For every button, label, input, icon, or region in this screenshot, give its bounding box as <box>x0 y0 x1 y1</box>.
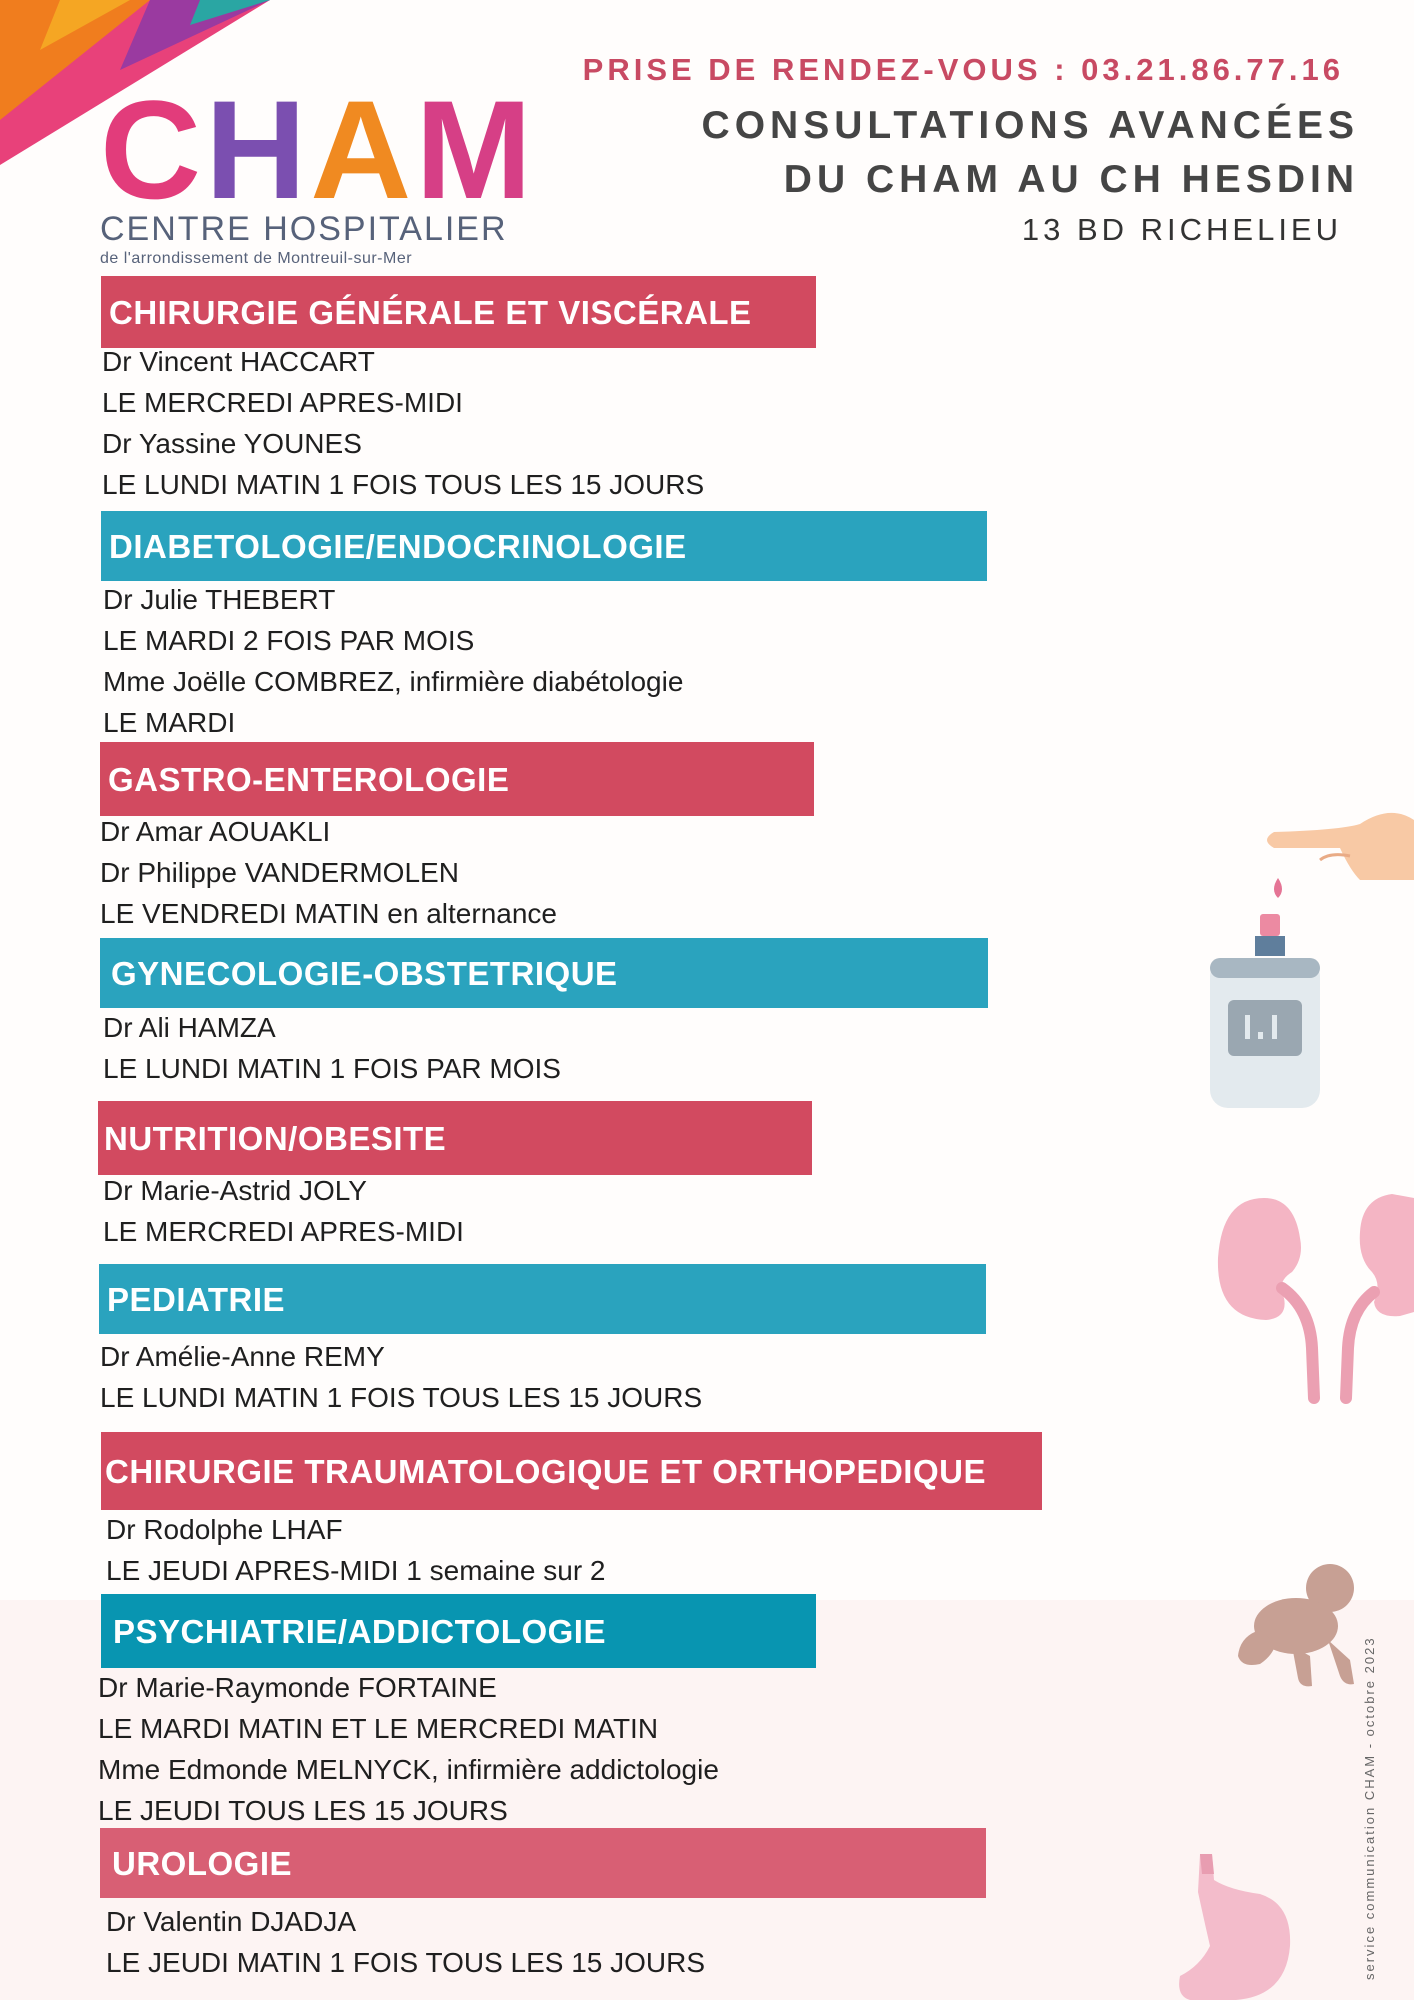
appointment-phone: PRISE DE RENDEZ-VOUS : 03.21.86.77.16 <box>582 52 1344 87</box>
section-line: Dr Amar AOUAKLI <box>100 816 331 847</box>
logo-letter-c: C <box>100 71 206 228</box>
logo-letter-h: H <box>205 71 311 228</box>
section-line: LE LUNDI MATIN 1 FOIS PAR MOIS <box>103 1053 561 1084</box>
logo-letter-m: M <box>415 71 536 228</box>
stomach-icon <box>1170 1850 1294 2000</box>
section-header-chirurgie-generale: CHIRURGIE GÉNÉRALE ET VISCÉRALE <box>101 276 816 348</box>
baby-crawling-icon <box>1236 1560 1356 1700</box>
section-line: LE MARDI <box>103 707 236 738</box>
section-line: LE LUNDI MATIN 1 FOIS TOUS LES 15 JOURS <box>100 1382 703 1413</box>
section-header-nutrition: NUTRITION/OBESITE <box>98 1101 812 1175</box>
section-header-pediatrie: PEDIATRIE <box>99 1264 986 1334</box>
page-title-line1: CONSULTATIONS AVANCÉES <box>701 104 1359 147</box>
section-line: Dr Philippe VANDERMOLEN <box>100 857 459 888</box>
section-line: LE VENDREDI MATIN en alternance <box>100 898 557 929</box>
section-line: Dr Ali HAMZA <box>103 1012 276 1043</box>
section-line: LE MARDI 2 FOIS PAR MOIS <box>103 625 475 656</box>
section-line: LE LUNDI MATIN 1 FOIS TOUS LES 15 JOURS <box>102 469 705 500</box>
section-line: Dr Marie-Raymonde FORTAINE <box>98 1672 497 1703</box>
section-line: LE JEUDI TOUS LES 15 JOURS <box>98 1795 508 1826</box>
logo <box>100 71 536 228</box>
page-title-line2: DU CHAM AU CH HESDIN <box>783 158 1359 201</box>
section-line: Mme Joëlle COMBREZ, infirmière diabétologie <box>103 666 684 697</box>
section-line: Dr Valentin DJADJA <box>106 1906 357 1937</box>
section-header-diabetologie: DIABETOLOGIE/ENDOCRINOLOGIE <box>101 511 987 581</box>
section-line: LE JEUDI APRES-MIDI 1 semaine sur 2 <box>106 1555 606 1586</box>
address: 13 BD RICHELIEU <box>1021 212 1342 247</box>
section-line: Dr Julie THEBERT <box>103 584 336 615</box>
glucometer-hand-icon <box>1200 810 1414 1110</box>
section-header-chirurgie-traumatologique: CHIRURGIE TRAUMATOLOGIQUE ET ORTHOPEDIQUE <box>101 1432 1042 1510</box>
section-line: Dr Vincent HACCART <box>102 346 375 377</box>
section-header-urologie: UROLOGIE <box>100 1828 986 1898</box>
logo-subtitle: CENTRE HOSPITALIER <box>100 210 508 248</box>
section-line: Dr Rodolphe LHAF <box>106 1514 343 1545</box>
section-line: Dr Yassine YOUNES <box>102 428 362 459</box>
section-line: Mme Edmonde MELNYCK, infirmière addictologie <box>98 1754 719 1785</box>
section-line: LE MARDI MATIN ET LE MERCREDI MATIN <box>98 1713 659 1744</box>
section-line: LE MERCREDI APRES-MIDI <box>103 1216 464 1247</box>
footer-credit: service communication CHAM - octobre 2023 <box>1362 1636 1377 1980</box>
section-header-psychiatrie: PSYCHIATRIE/ADDICTOLOGIE <box>101 1594 816 1668</box>
logo-subtitle-small: de l'arrondissement de Montreuil-sur-Mer <box>100 250 413 267</box>
kidneys-icon <box>1212 1188 1414 1408</box>
logo-letter-a: A <box>310 71 416 228</box>
section-line: Dr Amélie-Anne REMY <box>100 1341 385 1372</box>
section-line: LE JEUDI MATIN 1 FOIS TOUS LES 15 JOURS <box>106 1947 706 1978</box>
section-line: Dr Marie-Astrid JOLY <box>103 1175 367 1206</box>
section-header-gastro: GASTRO-ENTEROLOGIE <box>100 742 814 816</box>
section-line: LE MERCREDI APRES-MIDI <box>102 387 463 418</box>
section-header-gynecologie: GYNECOLOGIE-OBSTETRIQUE <box>100 938 988 1008</box>
